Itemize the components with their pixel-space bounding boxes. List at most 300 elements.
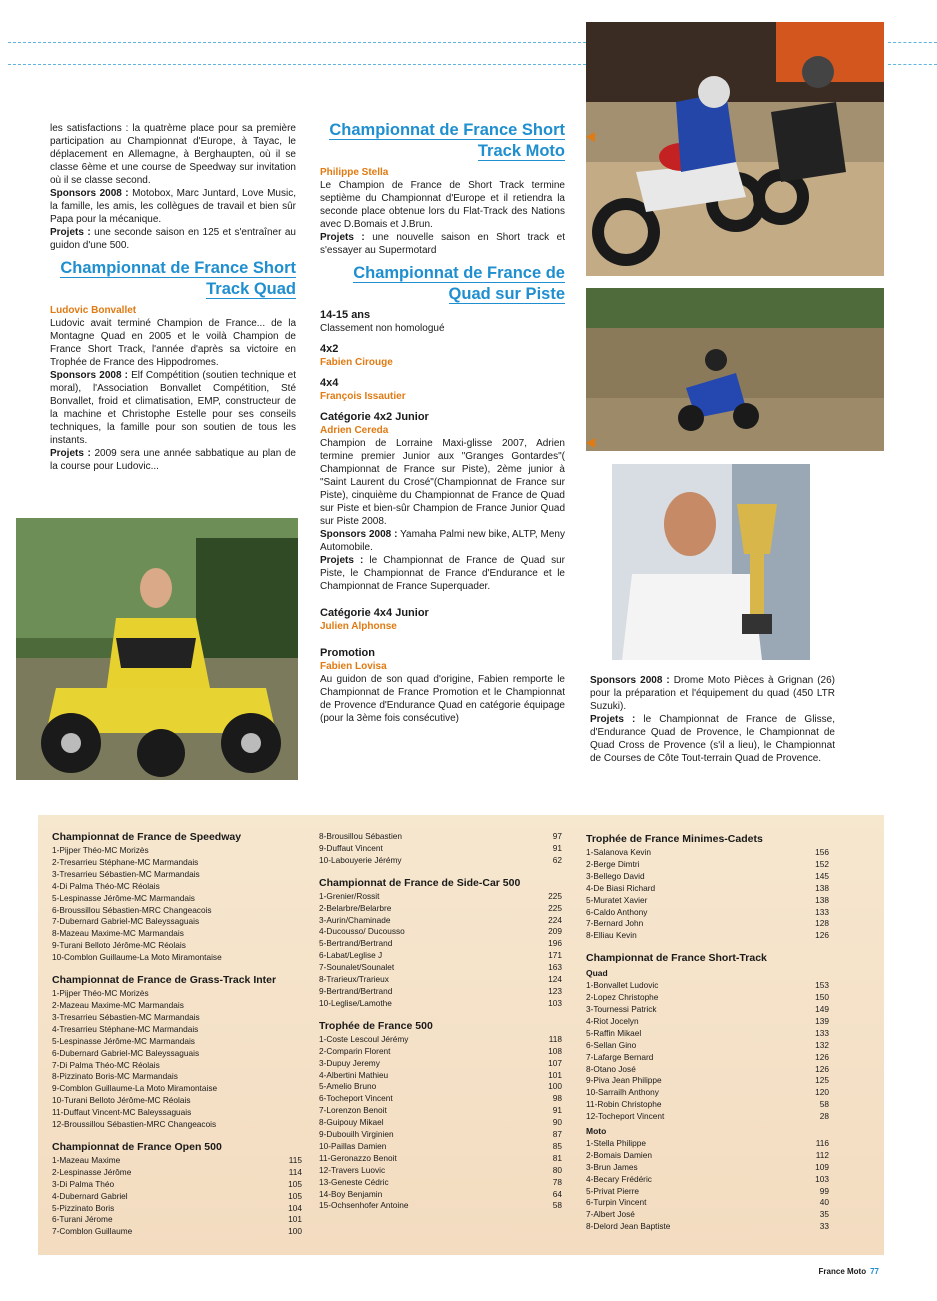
trophee500-title: Trophée de France 500	[319, 1019, 433, 1032]
result-name: 1-Mazeau Maxime	[52, 1154, 121, 1165]
speedway-title: Championnat de France de Speedway	[52, 831, 242, 843]
result-points: 139	[815, 1015, 829, 1026]
category-4x2: 4x2	[320, 343, 339, 355]
result-name: 4-Di Palma Théo-MC Réolais	[52, 880, 160, 891]
result-row	[586, 918, 829, 930]
result-name: 3-Tournessi Patrick	[586, 1003, 657, 1014]
result-row	[586, 1016, 829, 1028]
result-row	[319, 1153, 562, 1165]
result-row	[586, 1111, 829, 1123]
result-points: 128	[815, 918, 829, 929]
result-row	[52, 1036, 302, 1048]
result-points: 98	[552, 1093, 562, 1104]
result-name: 8-Elliau Kevin	[586, 930, 637, 941]
result-name: 9-Duffaut Vincent	[319, 842, 383, 853]
result-name: 1-Bonvallet Ludovic	[586, 980, 659, 991]
result-points: 85	[552, 1140, 562, 1151]
result-row	[586, 1064, 829, 1076]
result-row	[319, 1070, 562, 1082]
result-row	[319, 950, 562, 962]
result-row	[586, 980, 829, 992]
result-name: 9-Dubouilh Virginien	[319, 1129, 394, 1140]
result-row	[52, 857, 302, 869]
result-row	[586, 1028, 829, 1040]
results-column-1	[52, 831, 302, 1238]
result-row	[586, 1040, 829, 1052]
result-row	[52, 988, 302, 1000]
result-name: 6-Turpin Vincent	[586, 1197, 647, 1208]
page-number: 77	[870, 1267, 879, 1276]
category-14-15: 14-15 ans	[320, 309, 371, 321]
result-name: 2-Bomais Damien	[586, 1149, 652, 1160]
category-4x4-junior: Catégorie 4x4 Junior	[320, 607, 429, 619]
result-row	[319, 855, 562, 867]
result-name: 4-Riot Jocelyn	[586, 1015, 639, 1026]
grasstrack-list	[52, 988, 302, 1131]
right-sponsors: Sponsors 2008 : Drome Moto Pièces à Grignan (26) pour la préparation et l'équipement du quad (450 LTR Suzuki).	[590, 675, 835, 712]
result-points: 145	[815, 870, 829, 881]
result-name: 9-Comblon Guillaume-La Moto Miramontaise	[52, 1083, 218, 1094]
open500-title: Championnat de France Open 500	[52, 1140, 222, 1153]
result-row	[52, 952, 302, 964]
result-row	[52, 893, 302, 905]
open500-list	[52, 1155, 302, 1238]
result-points: 91	[552, 842, 562, 853]
result-row	[319, 843, 562, 855]
result-name: 3-Dupuy Jeremy	[319, 1057, 380, 1068]
result-row	[586, 859, 829, 871]
result-row	[586, 992, 829, 1004]
result-name: 12-Broussillou Sébastien-MRC Changeacois	[52, 1119, 217, 1130]
result-row	[52, 1095, 302, 1107]
result-row	[52, 1107, 302, 1119]
result-name: 8-Mazeau Maxime-MC Marmandais	[52, 928, 184, 939]
rider-name: Ludovic Bonvallet	[50, 305, 137, 316]
result-points: 225	[548, 890, 562, 901]
heading-short-track-moto: Championnat de France Short Track Moto	[329, 121, 565, 160]
shorttrack-moto-list	[586, 1138, 829, 1233]
result-row	[52, 905, 302, 917]
result-points: 126	[815, 1051, 829, 1062]
result-row	[586, 1150, 829, 1162]
result-row	[52, 916, 302, 928]
result-points: 62	[552, 854, 562, 865]
results-column-2	[319, 831, 562, 1212]
result-name: 3-Aurin/Chaminade	[319, 914, 391, 925]
rider-bio: Ludovic avait terminé Champion de France... de la Montagne Quad en 2005 et le voilà Champion de France Short Track, l'année d'après sa victoire en Trophée de France des Hippodromes.	[50, 318, 296, 368]
result-row	[586, 1197, 829, 1209]
result-name: 9-Turani Belloto Jérôme-MC Réolais	[52, 940, 186, 951]
result-name: 10-Comblon Guillaume-La Moto Miramontaise	[52, 952, 222, 963]
second-dashed-rule-right	[888, 64, 937, 65]
rider-cirouge: Fabien Cirouge	[320, 357, 393, 368]
result-name: 10-Turani Belloto Jérôme-MC Réolais	[52, 1095, 191, 1106]
result-row	[586, 1209, 829, 1221]
result-points: 101	[288, 1214, 302, 1225]
result-row	[52, 1012, 302, 1024]
result-row	[586, 1087, 829, 1099]
quad-rider-photo	[16, 518, 298, 780]
result-points: 87	[552, 1129, 562, 1140]
result-row	[586, 1052, 829, 1064]
result-row	[319, 903, 562, 915]
result-name: 6-Dubernard Gabriel-MC Baleyssaguais	[52, 1047, 200, 1058]
result-points: 33	[819, 1221, 829, 1232]
result-row	[319, 1165, 562, 1177]
result-name: 10-Labouyerie Jérémy	[319, 854, 402, 865]
result-name: 4-Albertini Mathieu	[319, 1069, 389, 1080]
moto-subtitle: Moto	[586, 1126, 607, 1137]
result-name: 4-Ducousso/ Ducousso	[319, 926, 405, 937]
page-footer	[819, 1267, 879, 1276]
sidecar-title: Championnat de France de Side-Car 500	[319, 876, 521, 889]
result-points: 115	[288, 1154, 302, 1165]
result-row	[586, 1099, 829, 1111]
result-row	[586, 1221, 829, 1233]
result-points: 90	[552, 1117, 562, 1128]
projets-paragraph-2: Projets : 2009 sera une année sabbatique au plan de la course pour Ludovic...	[50, 448, 296, 472]
result-row	[52, 1083, 302, 1095]
result-points: 100	[288, 1226, 302, 1237]
result-points: 58	[819, 1099, 829, 1110]
grasstrack-title: Championnat de France de Grass-Track Inter	[52, 974, 277, 987]
result-points: 80	[552, 1164, 562, 1175]
heading-quad-sur-piste: Championnat de France de Quad sur Piste	[353, 264, 565, 303]
result-row	[52, 928, 302, 940]
result-row	[52, 1024, 302, 1036]
result-name: 7-Albert José	[586, 1209, 635, 1220]
result-points: 209	[548, 926, 562, 937]
result-row	[52, 845, 302, 857]
trophee500-list	[319, 1034, 562, 1213]
result-row	[52, 1214, 302, 1226]
result-name: 5-Pizzinato Boris	[52, 1202, 115, 1213]
result-row	[319, 1129, 562, 1141]
result-row	[319, 974, 562, 986]
photo-marker-1	[586, 132, 595, 142]
category-4x4: 4x4	[320, 377, 339, 389]
result-points: 101	[548, 1069, 562, 1080]
result-points: 123	[548, 985, 562, 996]
result-name: 4-Tresarrieu Stéphane-MC Marmandais	[52, 1023, 199, 1034]
result-row	[52, 940, 302, 952]
result-points: 105	[288, 1178, 302, 1189]
result-row	[586, 1138, 829, 1150]
result-row	[586, 1174, 829, 1186]
result-points: 126	[815, 1063, 829, 1074]
result-name: 4-Dubernard Gabriel	[52, 1190, 128, 1201]
result-row	[319, 1034, 562, 1046]
cereda-projets: Projets : le Championnat de France de Quad sur Piste, le Championnat de France d'Endurance et le Championnat de France Superquader.	[320, 555, 565, 592]
result-name: 11-Duffaut Vincent-MC Baleyssaguais	[52, 1107, 192, 1118]
result-points: 133	[815, 1027, 829, 1038]
quad-sur-piste-photo	[586, 288, 884, 451]
stella-bio: Le Champion de France de Short Track termine septième du Championnat d'Europe et il retiendra la seconde place obtenue lors du Flat-Track des Nations avec D.Bomais et J.Brun.	[320, 180, 565, 230]
result-row	[52, 1203, 302, 1215]
result-row	[52, 1071, 302, 1083]
stella-projets: Projets : une nouvelle saison en Short track et s'essayer au Supermotard	[320, 232, 565, 256]
result-points: 100	[548, 1081, 562, 1092]
result-name: 5-Raffin Mikael	[586, 1027, 642, 1038]
result-points: 91	[552, 1105, 562, 1116]
results-column-3	[586, 833, 829, 1233]
result-name: 9-Piva Jean Philippe	[586, 1075, 662, 1086]
result-points: 132	[815, 1039, 829, 1050]
rider-name-stella: Philippe Stella	[320, 167, 389, 178]
result-row	[319, 915, 562, 927]
result-name: 5-Lespinasse Jérôme-MC Marmandais	[52, 892, 195, 903]
result-row	[319, 891, 562, 903]
result-name: 9-Bertrand/Bertrand	[319, 985, 393, 996]
result-points: 108	[548, 1045, 562, 1056]
heading-short-track-quad: Championnat de France Short Track Quad	[60, 259, 296, 298]
minimes-title: Trophée de France Minimes-Cadets	[586, 833, 763, 845]
result-points: 81	[552, 1152, 562, 1163]
rider-lovisa: Fabien Lovisa	[320, 661, 387, 672]
result-name: 8-Delord Jean Baptiste	[586, 1221, 671, 1232]
result-name: 5-Amelio Bruno	[319, 1081, 377, 1092]
result-name: 7-Di Palma Théo-MC Réolais	[52, 1059, 160, 1070]
result-name: 1-Stella Philippe	[586, 1137, 646, 1148]
result-row	[52, 1048, 302, 1060]
projets-paragraph: Projets : une seconde saison en 125 et s'entraîner au guidon d'une 500.	[50, 227, 296, 251]
right-projets: Projets : le Championnat de France de Glisse, d'Endurance Quad de Provence, le Championnat de Quad Cross de Provence (s'il a lieu), le Championnat de Courses de Côte Tout-terrain Quad de Provence.	[590, 714, 835, 764]
result-row	[319, 831, 562, 843]
top-dashed-rule	[8, 42, 586, 43]
result-row	[52, 869, 302, 881]
result-name: 6-Tocheport Vincent	[319, 1093, 393, 1104]
result-points: 118	[548, 1033, 562, 1044]
right-column-text	[590, 674, 835, 765]
result-row	[52, 1119, 302, 1131]
result-name: 4-De Biasi Richard	[586, 882, 656, 893]
result-row	[319, 1093, 562, 1105]
result-name: 3-Bellego David	[586, 870, 645, 881]
result-name: 6-Caldo Anthony	[586, 906, 648, 917]
result-row	[586, 930, 829, 942]
result-points: 103	[548, 997, 562, 1008]
result-points: 171	[548, 950, 562, 961]
result-points: 224	[548, 914, 562, 925]
result-points: 97	[552, 831, 562, 841]
result-name: 10-Leglise/Lamothe	[319, 997, 392, 1008]
result-name: 12-Travers Luovic	[319, 1164, 386, 1175]
result-name: 2-Berge Dimtri	[586, 858, 640, 869]
result-name: 1-Grenier/Rossit	[319, 890, 380, 901]
result-name: 2-Mazeau Maxime-MC Marmandais	[52, 999, 184, 1010]
result-row	[52, 1179, 302, 1191]
result-name: 5-Bertrand/Bertrand	[319, 938, 393, 949]
minimes-list	[586, 847, 829, 942]
result-name: 2-Belarbre/Belarbre	[319, 902, 392, 913]
result-name: 3-Tresarrieu Sébastien-MC Marmandais	[52, 868, 200, 879]
sponsors-paragraph-2: Sponsors 2008 : Elf Compétition (soutien technique et moral), l'Association Bonvallet Compétition, Sté Bonvallet, froid et climatisation, EMP, constructeur de la machine et Christophe Estelle pour ses conseils techniques, la famille pour son soutien de tous les instants.	[50, 370, 296, 446]
result-points: 109	[815, 1161, 829, 1172]
result-row	[319, 938, 562, 950]
result-row	[586, 1004, 829, 1016]
result-points: 156	[815, 847, 829, 857]
result-points: 28	[819, 1111, 829, 1122]
result-points: 116	[815, 1137, 829, 1148]
result-row	[319, 926, 562, 938]
result-name: 6-Broussillou Sébastien-MRC Changeacois	[52, 904, 212, 915]
result-name: 7-Bernard John	[586, 918, 644, 929]
result-row	[319, 998, 562, 1010]
result-name: 3-Tresarrieu Sébastien-MC Marmandais	[52, 1011, 200, 1022]
result-name: 5-Muratet Xavier	[586, 894, 648, 905]
left-column	[50, 122, 296, 473]
result-points: 152	[815, 858, 829, 869]
magazine-name: France Moto	[818, 1267, 867, 1276]
shorttrack-title: Championnat de France Short-Track	[586, 952, 767, 965]
result-name: 2-Lespinasse Jérôme	[52, 1166, 132, 1177]
result-points: 99	[819, 1185, 829, 1196]
result-row	[586, 1186, 829, 1198]
result-name: 6-Sellan Gino	[586, 1039, 637, 1050]
result-row	[319, 1058, 562, 1070]
result-row	[319, 962, 562, 974]
category-promotion: Promotion	[320, 647, 375, 659]
result-row	[586, 895, 829, 907]
result-name: 8-Brousillou Sébastien	[319, 831, 403, 841]
result-points: 104	[288, 1202, 302, 1213]
result-points: 105	[288, 1190, 302, 1201]
cereda-bio: Champion de Lorraine Maxi-glisse 2007, Adrien termine premier Junior aux "Granges Gontardes"( Championnat de France sur Piste), 2ème junior à "Saint Laurent du Crosé"(Championnat de France sur Piste), cinquième du Championnat de France de Quad sur Piste et bien-sûr Champion de France Junior Quad sur Piste 2008.	[320, 438, 565, 527]
rider-issautier: François Issautier	[320, 391, 406, 402]
result-points: 196	[548, 938, 562, 949]
results-box	[38, 815, 884, 1255]
lovisa-bio: Au guidon de son quad d'origine, Fabien remporte le Championnat de France Promotion et le Championnat de Provence d'Endurance Quad en catégorie équipage (pour la 3ème fois consécutive)	[320, 674, 565, 724]
result-name: 13-Geneste Cédric	[319, 1176, 389, 1187]
result-points: 35	[819, 1209, 829, 1220]
result-points: 138	[815, 882, 829, 893]
result-points: 153	[815, 980, 829, 991]
short-track-moto-photo	[586, 22, 884, 276]
result-name: 1-Coste Lescoul Jérémy	[319, 1033, 409, 1044]
result-name: 6-Turani Jérome	[52, 1214, 113, 1225]
result-name: 7-Lafarge Bernard	[586, 1051, 654, 1062]
result-row	[319, 1046, 562, 1058]
result-points: 112	[815, 1149, 829, 1160]
cereda-sponsors: Sponsors 2008 : Yamaha Palmi new bike, ALTP, Meny Automobile.	[320, 529, 565, 553]
result-points: 78	[552, 1176, 562, 1187]
result-row	[319, 1177, 562, 1189]
result-points: 58	[552, 1200, 562, 1211]
result-row	[52, 1060, 302, 1072]
result-points: 103	[815, 1173, 829, 1184]
result-row	[319, 1081, 562, 1093]
result-row	[319, 1200, 562, 1212]
result-row	[319, 1141, 562, 1153]
result-row	[586, 1162, 829, 1174]
result-row	[586, 883, 829, 895]
result-name: 2-Comparin Florent	[319, 1045, 391, 1056]
result-name: 7-Lorenzon Benoit	[319, 1105, 387, 1116]
result-name: 12-Tocheport Vincent	[586, 1111, 665, 1122]
result-row	[586, 871, 829, 883]
result-name: 6-Labat/Leglise J	[319, 950, 383, 961]
second-dashed-rule	[8, 64, 586, 65]
result-points: 107	[548, 1057, 562, 1068]
result-name: 11-Geronazzo Benoit	[319, 1152, 397, 1163]
result-points: 163	[548, 962, 562, 973]
category-4x2-junior: Catégorie 4x2 Junior	[320, 411, 429, 423]
result-points: 114	[288, 1166, 302, 1177]
result-points: 126	[815, 930, 829, 941]
result-row	[52, 1191, 302, 1203]
result-name: 7-Sounalet/Sounalet	[319, 962, 395, 973]
result-row	[319, 1105, 562, 1117]
result-row	[319, 986, 562, 998]
result-name: 8-Otano José	[586, 1063, 636, 1074]
rider-cereda: Adrien Cereda	[320, 425, 389, 436]
result-points: 225	[548, 902, 562, 913]
result-points: 138	[815, 894, 829, 905]
result-name: 10-Sarrailh Anthony	[586, 1087, 659, 1098]
result-name: 8-Guipouy Mikael	[319, 1117, 384, 1128]
sponsors-paragraph: Sponsors 2008 : Motobox, Marc Juntard, Love Music, la famille, les amis, les collègues de travail et bien sûr Papa pour la mécanique.	[50, 188, 296, 225]
result-row	[52, 881, 302, 893]
sidecar-list	[319, 891, 562, 1010]
photo-marker-2	[586, 438, 595, 448]
intro-paragraph: les satisfactions : la quatrème place pour sa première participation au Championnat d'Europe, à Tayac, le déplacement en Allemagne, à Berghaupten, où il se classe 6ème et une course de Speedway sur invitation où il se classe second.	[50, 123, 296, 186]
result-row	[52, 1226, 302, 1238]
result-name: 1-Salanova Kevin	[586, 847, 652, 857]
result-name: 5-Privat Pierre	[586, 1185, 640, 1196]
result-points: 133	[815, 906, 829, 917]
result-points: 120	[815, 1087, 829, 1098]
result-row	[586, 907, 829, 919]
result-name: 3-Di Palma Théo	[52, 1178, 115, 1189]
result-points: 124	[548, 974, 562, 985]
rider-alphonse: Julien Alphonse	[320, 621, 397, 632]
result-name: 5-Lespinasse Jérôme-MC Marmandais	[52, 1035, 195, 1046]
shorttrack-quad-list	[586, 980, 829, 1123]
result-name: 11-Robin Christophe	[586, 1099, 662, 1110]
quad-subtitle: Quad	[586, 968, 608, 979]
result-points: 64	[552, 1188, 562, 1199]
result-row	[52, 1155, 302, 1167]
result-name: 1-Pijper Théo-MC Morizès	[52, 988, 149, 999]
result-name: 10-Paillas Damien	[319, 1140, 387, 1151]
speedway-list	[52, 845, 302, 964]
result-name: 8-Trarieux/Trarieux	[319, 974, 389, 985]
middle-column	[320, 120, 565, 725]
result-row	[586, 1075, 829, 1087]
category-note: Classement non homologué	[320, 323, 445, 334]
result-row	[319, 1117, 562, 1129]
result-name: 14-Boy Benjamin	[319, 1188, 383, 1199]
result-name: 7-Dubernard Gabriel-MC Baleyssaguais	[52, 916, 200, 927]
result-name: 2-Lopez Christophe	[586, 992, 659, 1003]
open500-continued-list	[319, 831, 562, 867]
result-name: 8-Pizzinato Boris-MC Marmandais	[52, 1071, 178, 1082]
result-name: 15-Ochsenhofer Antoine	[319, 1200, 409, 1211]
result-points: 149	[815, 1003, 829, 1014]
result-row	[52, 1000, 302, 1012]
result-row	[52, 1167, 302, 1179]
result-name: 1-Pijper Théo-MC Morizès	[52, 845, 149, 855]
trophy-portrait-photo	[612, 464, 810, 660]
result-name: 7-Comblon Guillaume	[52, 1226, 133, 1237]
result-name: 2-Tresarrieu Stéphane-MC Marmandais	[52, 856, 199, 867]
result-points: 125	[815, 1075, 829, 1086]
result-name: 3-Brun James	[586, 1161, 638, 1172]
result-points: 150	[815, 992, 829, 1003]
top-dashed-rule-right	[888, 42, 937, 43]
result-name: 4-Becary Frédéric	[586, 1173, 652, 1184]
result-row	[319, 1189, 562, 1201]
